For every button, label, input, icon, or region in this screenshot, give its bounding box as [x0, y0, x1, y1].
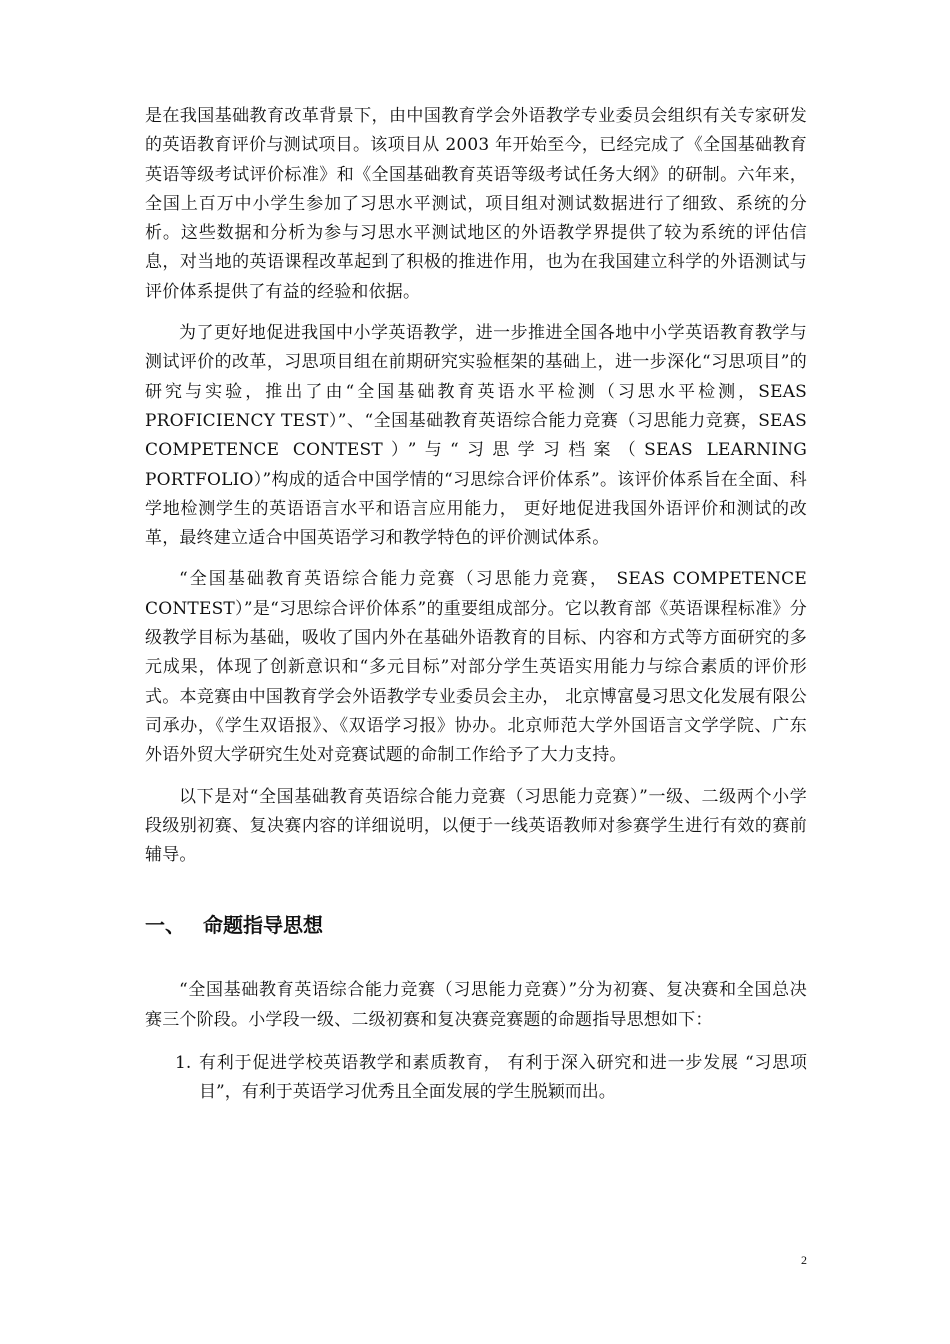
spacer	[145, 1035, 807, 1049]
spacer	[145, 771, 807, 783]
section-number: 一、	[145, 913, 185, 938]
spacer	[145, 553, 807, 565]
page-number: 2	[801, 1253, 807, 1267]
spacer	[145, 870, 807, 910]
spacer	[145, 307, 807, 319]
section-title: 命题指导思想	[203, 913, 323, 938]
section-heading	[145, 910, 807, 940]
list-item	[145, 1049, 807, 1108]
paragraph-purpose: 以下是对“全国基础教育英语综合能力竞赛（习思能力竞赛）”一级、二级两个小学段级别初赛、复决赛内容的详细说明，以便于一线英语教师对参赛学生进行有效的赛前辅导。	[145, 786, 807, 866]
list-item-text: 有利于促进学校英语教学和素质教育， 有利于深入研究和进一步发展 “习思项目”，有利于英语学习优秀且全面发展的学生脱颖而出。	[199, 1053, 807, 1103]
paragraph-intro-continued: 是在我国基础教育改革背景下，由中国教育学会外语教学专业委员会组织有关专家研发的英语教育评价与测试项目。该项目从 2003 年开始至今，已经完成了《全国基础教育英语等级考试评价标准》和《全国基础教育英语等级考试任务大纲》的研制。六年来，全国上百万中小学生参加了习思水平测试，项目组对测试数据进行了细致、系统的分析。这些数据和分析为参与习思水平测试地区的外语教学界提供了较为系统的评估信息，对当地的英语课程改革起到了积极的推进作用，也为在我国建立科学的外语测试与评价体系提供了有益的经验和依据。	[145, 106, 807, 302]
spacer	[145, 940, 807, 976]
list-item-number: 1.	[175, 1053, 192, 1074]
paragraph-seas-system: 为了更好地促进我国中小学英语教学，进一步推进全国各地中小学英语教育教学与测试评价的改革，习思项目组在前期研究实验框架的基础上，进一步深化“习思项目”的研究与实验，推出了由“全国基础教育英语水平检测（习思水平检测，SEAS PROFICIENCY TEST）”、“全国基础教育英语综合能力竞赛（习思能力竞赛，SEAS COMPETENCE CONTEST）”与“习思学习档案（SEAS LEARNING PORTFOLIO）”构成的适合中国学情的“习思综合评价体系”。该评价体系旨在全面、科学地检测学生的英语语言水平和语言应用能力， 更好地促进我国外语评价和测试的改革，最终建立适合中国英语学习和教学特色的评价测试体系。	[145, 323, 807, 549]
document-body	[145, 102, 807, 1108]
paragraph-competition-overview: “全国基础教育英语综合能力竞赛（习思能力竞赛， SEAS COMPETENCE CONTEST）”是“习思综合评价体系”的重要组成部分。它以教育部《英语课程标准》分级教学目标为基础，吸收了国内外在基础外语教育的目标、内容和方式等方面研究的多元成果，体现了创新意识和“多元目标”对部分学生英语实用能力与综合素质的评价形式。本竞赛由中国教育学会外语教学专业委员会主办， 北京博富曼习思文化发展有限公司承办，《学生双语报》、《双语学习报》协办。北京师范大学外国语言文学学院、广东外语外贸大学研究生处对竞赛试题的命制工作给予了大力支持。	[145, 569, 807, 766]
paragraph-stages: “全国基础教育英语综合能力竞赛（习思能力竞赛）”分为初赛、复决赛和全国总决赛三个阶段。小学段一级、二级初赛和复决赛竞赛题的命题指导思想如下：	[145, 980, 807, 1030]
